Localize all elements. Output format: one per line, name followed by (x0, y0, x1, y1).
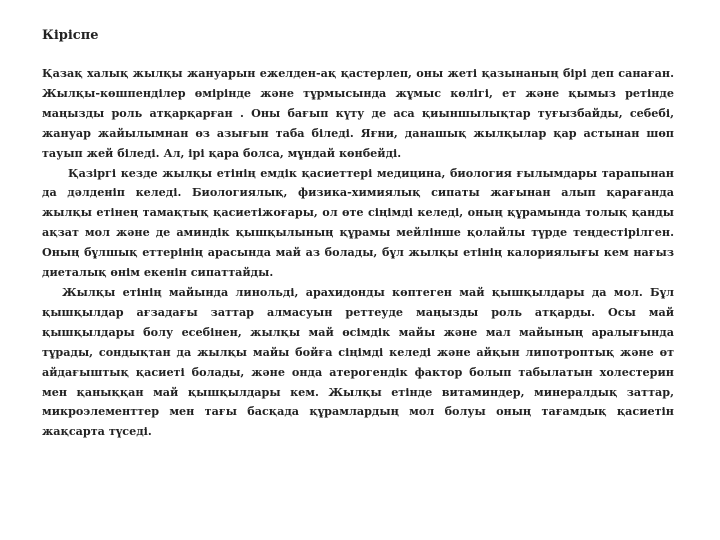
document-page (42, 28, 674, 442)
paragraph-3: Жылқы етінің майында линольді, арахидонды көптеген май қышқылдары да мол. Бұл қышқылдар ағзадағы заттар алмасуын реттеуде маңызды роль атқарды. Осы май қышқылдары болу есебінен, жылқы май өсімдік майы және мал майының аралығында тұрады, сондықтан да жылқы майы бойға сіңімді келеді және айқын липотроптық және өт айдағыштық қасиеті болады, және онда атерогендік фактор болып табылатын холестерин мен қаныққан май қышқылдары кем. Жылқы етінде витаминдер, минералдық заттар, микроэлементтер мен тағы басқада құрамлардың мол болуы оның тағамдық қасиетін жақсарта түседі. (42, 284, 674, 439)
document-body (42, 64, 674, 442)
paragraph-2: Қазіргі кезде жылқы етінің емдік қасиеттері медицина, биология ғылымдары тарапынан да дәлденіп келеді. Биологиялық, физика-химиялық сипаты жағынан алып қарағанда жылқы етінең тамақтық қасиетіжоғары, ол өте сіңімді келеді, оның құрамында толық қанды ақзат мол және де аминдік қышқылының құрамы мейлінше қолайлы түрде теңдестірілген. Оның бұлшық еттерінің арасында май аз болады, бұл жылқы етінің калориялығы кем нағыз диеталық өнім екенін сипаттайды. (42, 165, 674, 280)
page-title: Кіріспе (42, 28, 99, 43)
paragraph-1: Қазақ халық жылқы жануарын ежелден-ақ қастерлеп, оны жеті қазынаның бірі деп санаған. Жылқы-көшпенділер өмірінде және тұрмысында жұмыс көлігі, ет және қымыз ретінде маңызды роль атқарқарған . Оны бағып күту де аса қиыншылықтар туғызбайды, себебі, жануар жайылымнан өз азығын таба біледі. Яғни, данашық жылқылар қар астынан шөп тауып жей біледі. Ал, ірі қара болса, мұндай көнбейді. (42, 66, 674, 160)
